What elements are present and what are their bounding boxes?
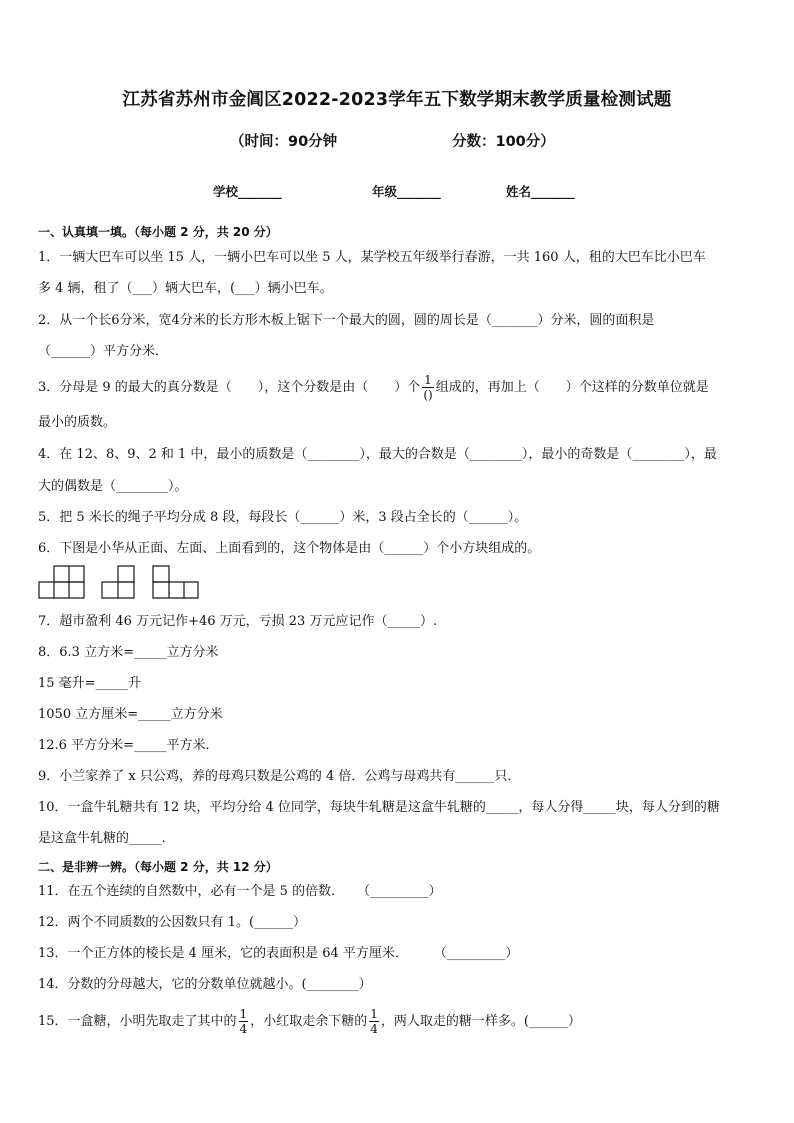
question-3-text-a: 3．分母是 9 的最大的真分数是（ ），这个分数是由（ ）个 <box>38 380 421 395</box>
question-15-text-b: ，小红取走余下糖的 <box>250 1014 368 1029</box>
question-4-line-2: 大的偶数是（________）。 <box>38 479 188 494</box>
school-field: 学校_______ <box>213 184 282 199</box>
fraction-one-quarter <box>369 1007 379 1036</box>
question-10-line-1: 10．一盒牛轧糖共有 12 块，平均分给 4 位同学，每块牛轧糖是这盒牛轧糖的_____，每人分得_____块，每人分到的糖 <box>38 800 720 815</box>
question-3-text-b: 组成的，再加上（ ）个这样的分数单位就是 <box>435 380 709 395</box>
fraction-denominator: 4 <box>370 1022 378 1036</box>
top-view <box>153 566 198 598</box>
question-3-line-2: 最小的质数。 <box>38 415 117 430</box>
question-9: 9．小兰家养了 x 只公鸡，养的母鸡只数是公鸡的 4 倍．公鸡与母鸡共有______只． <box>38 769 521 784</box>
time-limit: （时间：90分钟 <box>230 134 338 150</box>
question-15-text-c: ，两人取走的糖一样多。(______） <box>380 1014 581 1029</box>
question-8-line-3: 1050 立方厘米=_____立方分米 <box>38 707 223 722</box>
question-10-line-2: 是这盒牛轧糖的_____. <box>38 831 166 846</box>
question-1-line-1: 1．一辆大巴车可以坐 15 人，一辆小巴车可以坐 5 人，某学校五年级举行春游，一共 160 人，租的大巴车比小巴车 <box>38 250 706 265</box>
section-2-heading: 二、是非辨一辨。（每小题 2 分，共 12 分） <box>38 860 278 874</box>
question-15-text-a: 15．一盒糖，小明先取走了其中的 <box>38 1014 237 1029</box>
fraction-numerator: 1 <box>370 1007 378 1021</box>
grade-field: 年级_______ <box>372 184 441 199</box>
question-8-line-4: 12.6 平方分米=_____平方米． <box>38 738 219 753</box>
page-title: 江苏省苏州市金阊区2022-2023学年五下数学期末教学质量检测试题 <box>122 90 672 110</box>
question-4-line-1: 4．在 12、8、9、2 和 1 中，最小的质数是（________），最大的合数是（________），最小的奇数是（________），最 <box>38 447 717 462</box>
total-score: 分数：100分） <box>452 134 555 150</box>
name-field: 姓名_______ <box>506 184 575 199</box>
question-6: 6．下图是小华从正面、左面、上面看到的，这个物体是由（______）个小方块组成的。 <box>38 541 541 556</box>
question-15 <box>38 1006 758 1038</box>
question-2-line-2: （______）平方分米． <box>38 344 169 359</box>
question-13: 13．一个正方体的棱长是 4 厘米，它的表面积是 64 平方厘米． （_________） <box>38 946 519 961</box>
unit-fraction <box>422 373 433 402</box>
question-8-line-2: 15 毫升=_____升 <box>38 676 142 691</box>
front-view <box>39 566 84 598</box>
section-1-heading: 一、认真填一填。（每小题 2 分，共 20 分） <box>38 225 278 239</box>
fraction-denominator: () <box>423 388 433 402</box>
question-3-line-1 <box>38 372 758 404</box>
question-8-line-1: 8．6.3 立方米=_____立方分米 <box>38 645 219 660</box>
fraction-numerator: 1 <box>424 373 432 387</box>
question-1-line-2: 多 4 辆，租了（___）辆大巴车，(___）辆小巴车。 <box>38 281 333 296</box>
question-2-line-1: 2．从一个长6分米，宽4分米的长方形木板上锯下一个最大的圆，圆的周长是（_______）分米，圆的面积是 <box>38 313 655 328</box>
question-14: 14．分数的分母越大，它的分数单位就越小。(________） <box>38 977 372 992</box>
left-view <box>102 566 134 598</box>
question-11: 11．在五个连续的自然数中，必有一个是 5 的倍数． （_________） <box>38 884 442 899</box>
question-7: 7．超市盈利 46 万元记作+46 万元，亏损 23 万元应记作（_____）. <box>38 614 438 629</box>
fraction-numerator: 1 <box>239 1007 248 1021</box>
question-5: 5．把 5 米长的绳子平均分成 8 段，每段长（______）米，3 段占全长的（______）。 <box>38 510 528 525</box>
question-12: 12．两个不同质数的公因数只有 1。(______） <box>38 915 307 930</box>
fraction-denominator: 4 <box>239 1022 248 1036</box>
fraction-one-quarter <box>239 1007 249 1036</box>
three-views-figure <box>38 565 208 601</box>
